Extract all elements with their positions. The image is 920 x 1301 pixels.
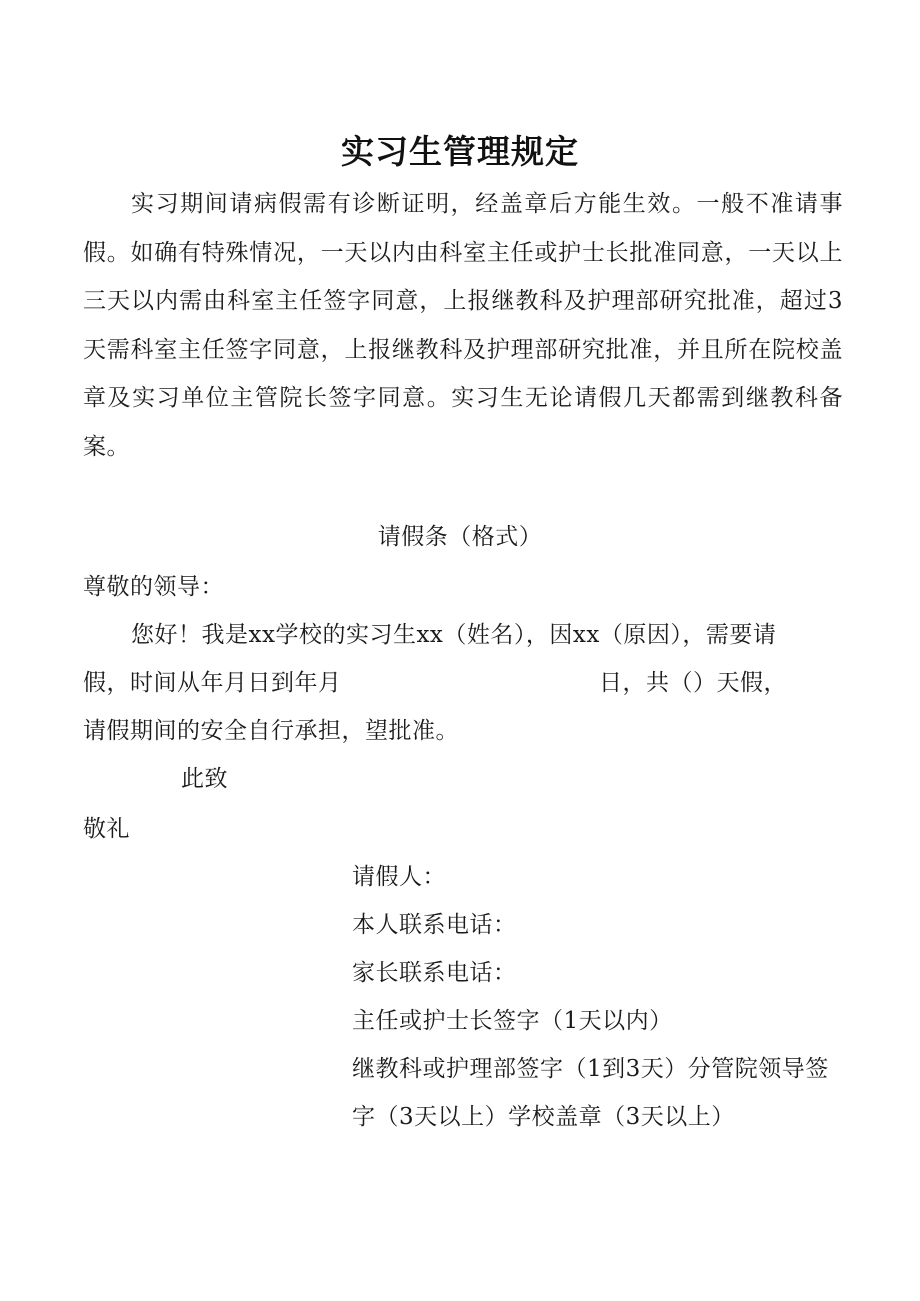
signature-line-applicant: 请假人： xyxy=(352,864,446,890)
rules-paragraph: 实习期间请病假需有诊断证明，经盖章后方能生效。一般不准请事假。如确有特殊情况，一天以内由科室主任或护士长批准同意，一天以上三天以内需由科室主任签字同意，上报继教科及护理部研究批准，超过3天需科室主任签字同意，上报继教科及护理部研究批准，并且所在院校盖章及实习单位主管院长签字同意。实习生无论请假几天都需到继教科备案。 xyxy=(83,191,843,460)
leave-body-line-3: 请假期间的安全自行承担，望批准。 xyxy=(83,718,459,744)
signature-line-school: 字（3天以上）学校盖章（3天以上） xyxy=(352,1104,735,1130)
document-title: 实习生管理规定 xyxy=(341,132,579,171)
signature-line-own-phone: 本人联系电话： xyxy=(352,912,517,938)
signature-line-department: 继教科或护理部签字（1到3天）分管院领导签 xyxy=(352,1056,829,1082)
signature-line-parent-phone: 家长联系电话： xyxy=(352,960,517,986)
leave-note-subtitle: 请假条（格式） xyxy=(377,524,543,550)
salutation: 尊敬的领导： xyxy=(83,574,224,600)
leave-body-line-1: 您好！我是xx学校的实习生xx（姓名），因xx（原因），需要请 xyxy=(131,622,777,648)
closing-line-1: 此致 xyxy=(181,766,228,792)
signature-line-director: 主任或护士长签字（1天以内） xyxy=(352,1008,673,1034)
leave-body-line-2-end: 日，共（）天假， xyxy=(599,670,787,696)
closing-line-2: 敬礼 xyxy=(83,816,130,842)
leave-body-line-2-start: 假，时间从年月日到年月 xyxy=(83,670,342,696)
